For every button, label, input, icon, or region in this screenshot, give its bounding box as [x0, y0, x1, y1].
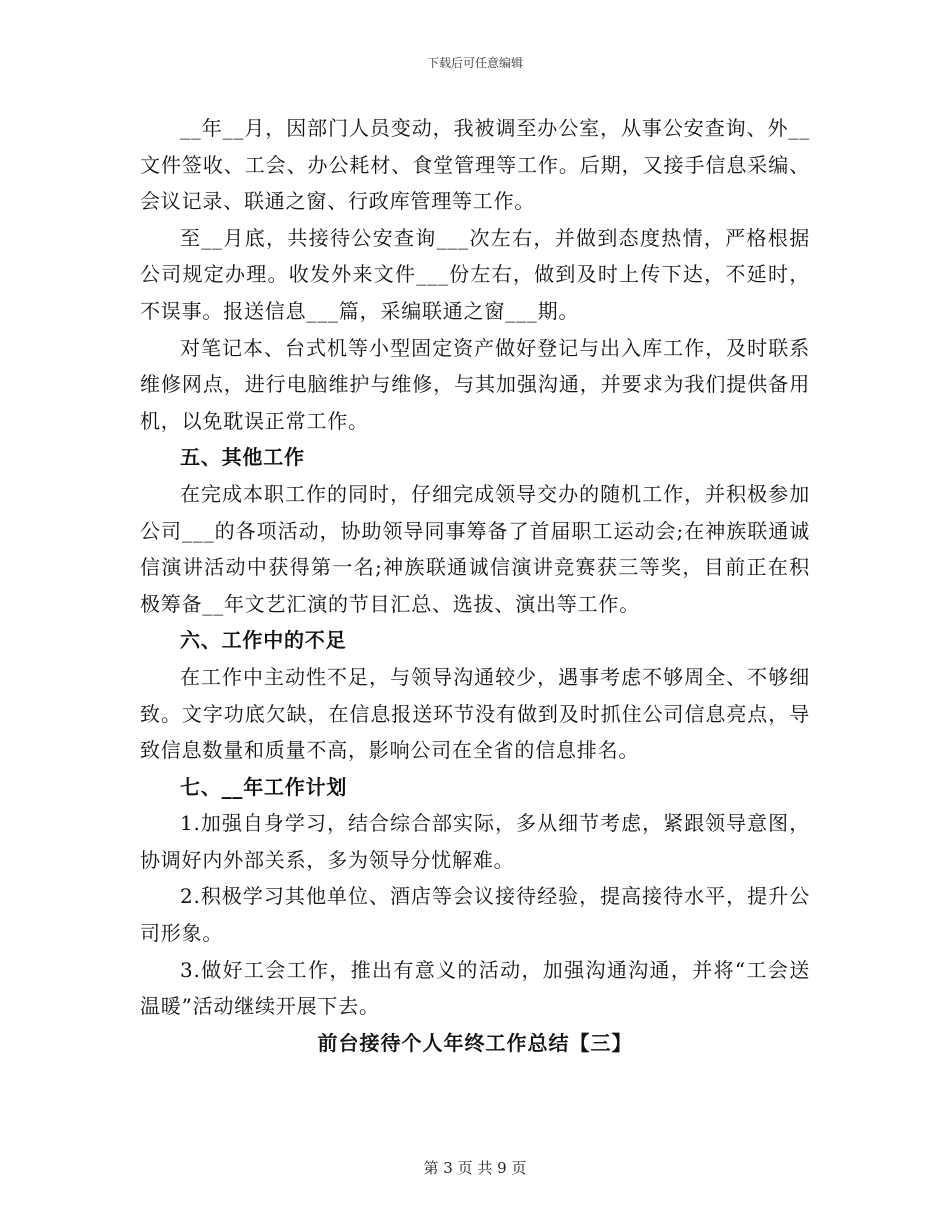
header-note: 下载后可任意编辑	[426, 56, 523, 70]
heading-work-plan: 七、__年工作计划	[180, 774, 348, 799]
paragraph-asset-management: 对笔记本、台式机等小型固定资产做好登记与出入库工作，及时联系维修网点，进行电脑维护与维修，与其加强沟通，并要求为我们提供备用机，以免耽误正常工作。	[140, 335, 810, 433]
plan-item-1: 1.加强自身学习，结合综合部实际，多从细节考虑，紧跟领导意图，协调好内外部关系，多为领导分忧解难。	[140, 811, 810, 872]
document-body	[140, 110, 810, 1061]
section-title: 前台接待个人年终工作总结【三】	[317, 1030, 633, 1055]
paragraph-shortcomings: 在工作中主动性不足，与领导沟通较少，遇事考虑不够周全、不够细致。文字功底欠缺，在信息报送环节没有做到及时抓住公司信息亮点，导致信息数量和质量不高，影响公司在全省的信息排名。	[140, 664, 810, 763]
paragraph-reception-stats: 至__月底，共接待公安查询___次左右，并做到态度热情，严格根据公司规定办理。收发外来文件___份左右，做到及时上传下达，不延时，不误事。报送信息___篇，采编联通之窗___期。	[140, 225, 810, 323]
page-number: 第 3 页 共 9 页	[423, 1159, 527, 1177]
heading-shortcomings: 六、工作中的不足	[180, 628, 347, 653]
heading-other-work: 五、其他工作	[180, 445, 305, 470]
paragraph-job-transfer: __年__月，因部门人员变动，我被调至办公室，从事公安查询、外__文件签收、工会、办公耗材、食堂管理等工作。后期，又接手信息采编、会议记录、联通之窗、行政库管理等工作。	[140, 116, 810, 214]
paragraph-other-work: 在完成本职工作的同时，仔细完成领导交办的随机工作，并积极参加公司___的各项活动，协助领导同事筹备了首届职工运动会;在神族联通诚信演讲活动中获得第一名;神族联通诚信演讲竞赛获三等奖，目前正在积极筹备__年文艺汇演的节目汇总、选拔、演出等工作。	[140, 481, 810, 616]
plan-item-2: 2.积极学习其他单位、酒店等会议接待经验，提高接待水平，提升公司形象。	[140, 884, 810, 946]
plan-item-3: 3.做好工会工作，推出有意义的活动，加强沟通沟通，并将“工会送温暖”活动继续开展下去。	[140, 957, 810, 1019]
